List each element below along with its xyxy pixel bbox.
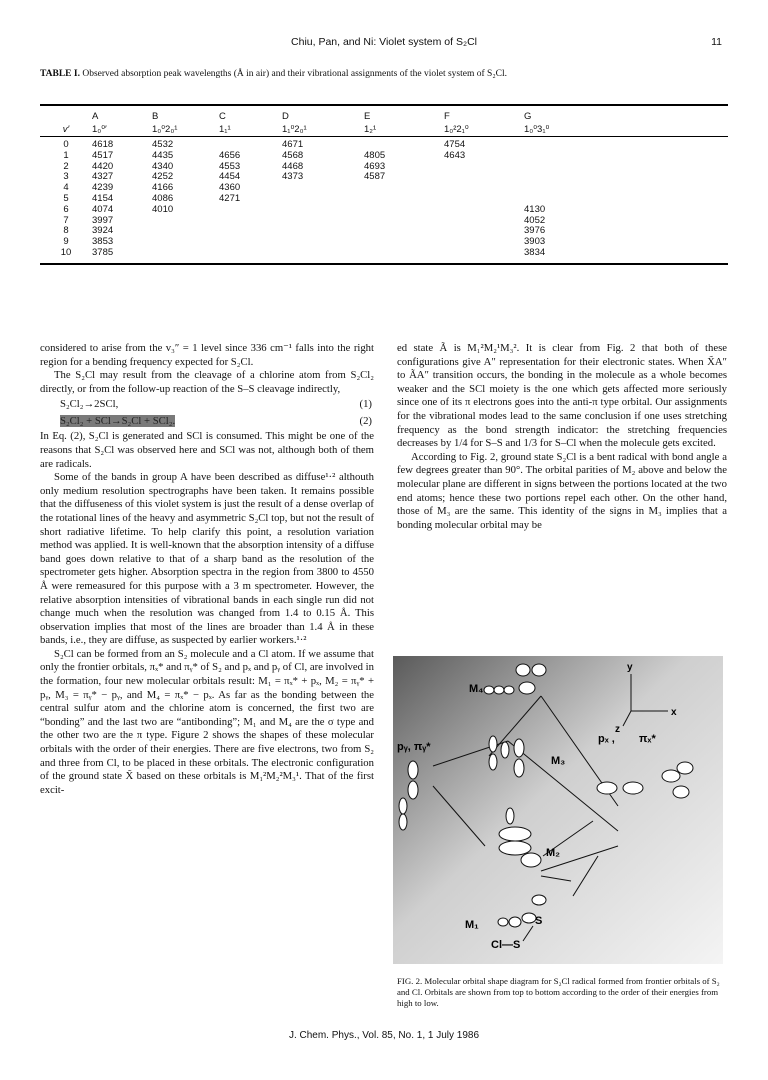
wavelength-cell: 4468 — [282, 160, 304, 172]
wavelength-cell: 4052 — [524, 214, 546, 226]
table-row — [40, 172, 728, 183]
table-header-row — [40, 110, 728, 123]
table-caption-text: Observed absorption peak wavelengths (Å in air) and their vibrational assignments of the violet system of S₂Cl. — [82, 69, 507, 79]
wavelength-cell: 4671 — [282, 139, 304, 150]
axis-label-z: z — [615, 724, 620, 735]
equation-number: (1) — [359, 398, 372, 411]
wavelength-cell: 3785 — [92, 246, 114, 258]
wavelength-cell: 4656 — [219, 149, 241, 161]
label-m3: M₃ — [551, 755, 566, 767]
wavelength-cell: 3834 — [524, 246, 546, 258]
col-subhead: 1₁¹ — [219, 124, 231, 135]
col-subhead: 1₀⁰3₁⁰ — [524, 124, 550, 135]
paragraph: The S₂Cl may result from the cleavage of a chlorine atom from S₂Cl₂ directly, or from the follow-up reaction of the S–S cleavage indirectly, — [40, 369, 374, 395]
wavelength-cell — [282, 205, 364, 216]
wavelength-cell — [219, 226, 282, 237]
wavelength-cell — [282, 194, 364, 205]
paragraph: considered to arise from the v₃″ = 1 level since 336 cm⁻¹ falls into the right region for a bending frequency expected for S₂Cl. — [40, 342, 374, 368]
orbital-lobe — [509, 917, 521, 927]
wavelength-cell: 4568 — [282, 149, 304, 161]
orbital-lobe — [506, 808, 514, 824]
wavelength-cell: 4010 — [152, 203, 174, 215]
wavelength-cell — [444, 248, 524, 259]
orbital-lobe — [399, 798, 407, 814]
wavelength-cell — [364, 226, 444, 237]
wavelength-cell: 4618 — [92, 139, 114, 150]
wavelength-cell: 4327 — [92, 171, 114, 183]
wavelength-cell — [364, 216, 444, 227]
orbital-lobe — [532, 895, 546, 905]
wavelength-cell — [444, 205, 524, 216]
wavelength-cell: 4074 — [92, 203, 114, 215]
wavelength-cell — [152, 216, 219, 227]
wavelength-cell: 4643 — [444, 149, 466, 161]
wavelength-cell — [444, 226, 524, 237]
page-number: 11 — [711, 36, 722, 48]
label-py: pᵧ, πᵧ* — [397, 741, 431, 753]
table-row — [40, 237, 728, 248]
wavelength-cell — [444, 162, 524, 173]
col-subhead: 1₁⁰2₀¹ — [282, 124, 307, 135]
orbital-lobe — [498, 918, 508, 926]
orbital-lobe — [499, 827, 531, 841]
wavelength-cell: 4587 — [364, 171, 386, 183]
vprime-cell: 7 — [63, 214, 69, 226]
vprime-cell: 3 — [63, 171, 69, 183]
wavelength-cell: 4154 — [92, 192, 114, 204]
vprime-cell: 5 — [63, 192, 69, 204]
wavelength-cell — [219, 248, 282, 259]
wavelength-cell — [444, 183, 524, 194]
orbital-lobe — [522, 913, 536, 923]
wavelength-cell: 3997 — [92, 214, 114, 226]
vprime-cell: 1 — [63, 149, 69, 161]
orbital-lobe — [516, 664, 530, 676]
orbital-lobe — [499, 841, 531, 855]
col-head: A — [92, 111, 99, 122]
wavelength-cell: 3924 — [92, 225, 114, 237]
wavelength-cell — [282, 226, 364, 237]
wavelength-cell — [282, 183, 364, 194]
orbital-lobe — [399, 814, 407, 830]
wavelength-cell: 3976 — [524, 225, 546, 237]
paragraph: According to Fig. 2, ground state S₂Cl is a bent radical with bond angle a few degrees greater than 90°. The orbital parities of M₂ above and below the molecular plane are different in signs between the portions located at the two end atoms; hence these two portions repel each other. On the other hand, those of M₃ are the same. This identity of the signs in M₃ implies that a bonding molecular orbital may be — [397, 450, 727, 531]
wavelength-cell — [444, 237, 524, 248]
wavelength-cell: 4454 — [219, 171, 241, 183]
table-row — [40, 183, 728, 194]
orbital-lobe — [673, 786, 689, 798]
vprime-cell: 10 — [60, 246, 72, 258]
col-head: B — [152, 111, 159, 122]
wavelength-cell — [444, 216, 524, 227]
vprime-cell: 9 — [63, 236, 69, 248]
wavelength-cell: 4360 — [219, 182, 241, 194]
vprime-head: v′ — [62, 124, 70, 135]
label-m1: M₁ — [465, 919, 479, 931]
wavelength-cell — [444, 194, 524, 205]
wavelength-cell: 4693 — [364, 160, 386, 172]
figure-2 — [393, 656, 723, 964]
wavelength-cell: 4435 — [152, 149, 174, 161]
running-title: Chiu, Pan, and Ni: Violet system of S₂Cl — [291, 36, 477, 48]
wavelength-cell: 4130 — [524, 203, 546, 215]
col-head: E — [364, 111, 371, 122]
col-subhead: 1₂¹ — [364, 124, 377, 135]
wavelength-cell: 4754 — [444, 139, 466, 150]
figure-background — [393, 656, 723, 964]
vprime-cell: 8 — [63, 225, 69, 237]
col-subhead: 1₀⁰2₀¹ — [152, 124, 178, 135]
wavelength-cell — [524, 162, 728, 173]
vprime-cell: 6 — [63, 203, 69, 215]
wavelength-cell — [282, 237, 364, 248]
axis-label-y: y — [627, 662, 633, 673]
axis-label-x: x — [671, 707, 677, 718]
wavelength-cell: 4166 — [152, 182, 174, 194]
equation-text: S₂Cl₂→2SCl, — [60, 398, 119, 411]
equation-2 — [40, 413, 374, 430]
wavelength-cell: 4252 — [152, 171, 174, 183]
wavelength-cell — [282, 248, 364, 259]
label-m2: M₂ — [546, 847, 561, 859]
table-row — [40, 151, 728, 162]
wavelength-cell: 4553 — [219, 160, 241, 172]
paragraph: S₂Cl can be formed from an S₂ molecule and a Cl atom. If we assume that only the frontier orbitals, πₓ* and πᵧ* of S₂ and pₓ and pᵧ of Cl, are involved in the formation, four new molecular orbitals result: M₁ = πₓ* + pₓ, M₂ = πᵧ* + pᵧ, M₃ = πᵧ* − pᵧ, and M₄ = πₓ* − pₓ. As far as the bonding between the central sulfur atom and the chlorine atom is concerned, the first two are “bonding” and the last two are “antibonding”; M₁ and M₄ are the σ type and the other two are the π type. Figure 2 shows the shapes of these molecular orbitals with the order of their energies. There are five electrons, two from S₂ and three from Cl, to be placed in these orbitals. The electronic configuration of the ground state X̃ based on these orbitals is M₁²M₂²M₃¹. That of the first excit- — [40, 647, 374, 796]
wavelength-cell — [152, 248, 219, 259]
orbital-lobe — [408, 781, 418, 799]
label-px: pₓ , — [598, 733, 615, 745]
orbital-lobe — [484, 686, 494, 694]
wavelength-cell: 4532 — [152, 139, 174, 150]
equation-number: (2) — [359, 415, 372, 428]
wavelength-cell — [364, 205, 444, 216]
vprime-cell: 4 — [63, 182, 69, 194]
wavelength-cell — [444, 172, 524, 183]
wavelength-cell — [152, 226, 219, 237]
paragraph: ed state Ã is M₁²M₂¹M₃². It is clear from Fig. 2 that both of these configurations give A″ representation for their electronic states. When X̃A″ to ÃA″ transition occurs, the bonding in the molecule as a whole becomes weaker and the SCl moiety is the one which gets affected more seriously since one of its π electrons goes into the anti-π type orbital. Our assignments for the vibrational modes lead to the same conclusion if one uses stretching frequency as the bond strength indicator: the stretching frequencies decreases by 1/4 for S–S and 1/3 for S–Cl when the molecule gets excited. — [397, 342, 727, 450]
wavelength-cell: 4373 — [282, 171, 304, 183]
orbital-lobe — [494, 686, 504, 694]
wavelength-cell — [364, 237, 444, 248]
wavelength-cell — [219, 205, 282, 216]
wavelength-cell — [524, 194, 728, 205]
orbital-lobe — [519, 682, 535, 694]
figure-caption: FIG. 2. Molecular orbital shape diagram for S₂Cl radical formed from frontier orbitals of S₂ and Cl. Orbitals are shown from top to bottom according to the order of their energies from high to low. — [397, 976, 720, 1008]
table-row — [40, 248, 728, 259]
wavelength-cell: 4340 — [152, 160, 174, 172]
wavelength-cell — [219, 216, 282, 227]
wavelength-cell: 4420 — [92, 160, 114, 172]
paragraph: Some of the bands in group A have been described as diffuse¹·² althouth only medium resolution spectrographs have been taken. It remains possible that the diffuseness of this violet system is just the result of a dense overlap of the rotational lines of the heavy and asymmetric S₂Cl top, but not the result of short radiative lifetime. To help clarify this point, a resolution variation method was applied. It is well-known that the absorption intensity of a diffuse band goes down relative to that of a sharp band as the resolution of the spectrometer gets higher. Absorption spectra in the region from 3800 to 4550 Å were remeasured for this purpose with a 3 m spectrometer. However, the relative absorption intensities of vibrational bands in each single run did not change much when the resolution was changed from 1.4 to 0.15 Å. This observation implies that most of the lines are broader than 1.4 Å in these bands, i.e., they are diffuse, as suspected by earlier workers.¹·² — [40, 471, 374, 647]
table-row — [40, 226, 728, 237]
wavelength-cell — [524, 172, 728, 183]
orbital-lobe — [662, 770, 680, 782]
journal-footer: J. Chem. Phys., Vol. 85, No. 1, 1 July 1986 — [288, 1030, 480, 1041]
absorption-table — [40, 104, 728, 265]
paragraph: In Eq. (2), S₂Cl is generated and SCl is consumed. This might be one of the reasons that S₂Cl was observed here and SCl was not, although both of them are radicals. — [40, 430, 374, 470]
wavelength-cell — [152, 237, 219, 248]
orbital-lobe — [514, 739, 524, 757]
wavelength-cell — [282, 216, 364, 227]
vprime-cell: 0 — [63, 139, 69, 150]
wavelength-cell — [524, 183, 728, 194]
orbital-lobe — [521, 853, 541, 867]
table-caption — [40, 68, 728, 80]
wavelength-cell: 4271 — [219, 192, 241, 204]
table-row — [40, 194, 728, 205]
orbital-lobe — [514, 759, 524, 777]
orbital-lobe — [489, 754, 497, 770]
atom-label-s: S — [535, 915, 543, 927]
col-subhead: 1₀⁰′ — [92, 124, 107, 135]
mo-diagram — [393, 656, 723, 964]
left-column — [40, 342, 374, 797]
wavelength-cell: 4239 — [92, 182, 114, 194]
molecule-label: Cl—S — [491, 939, 521, 951]
running-header — [0, 36, 768, 50]
wavelength-cell: 4805 — [364, 149, 386, 161]
label-pix: πₓ* — [639, 733, 656, 745]
table-subheader-row — [40, 123, 728, 137]
right-column — [397, 342, 727, 532]
wavelength-cell — [364, 183, 444, 194]
wavelength-cell — [364, 248, 444, 259]
label-m4: M₄ — [469, 683, 484, 695]
orbital-lobe — [532, 664, 546, 676]
wavelength-cell: 3903 — [524, 236, 546, 248]
orbital-lobe — [623, 782, 643, 794]
wavelength-cell: 4086 — [152, 192, 174, 204]
wavelength-cell — [219, 237, 282, 248]
wavelength-cell — [524, 151, 728, 162]
col-head: F — [444, 111, 450, 122]
col-head: C — [219, 111, 226, 122]
equation-text-struck: S₂Cl₂ + SCl→S₂Cl + SCl₂. — [60, 415, 176, 428]
orbital-lobe — [501, 742, 509, 758]
col-head: G — [524, 111, 532, 122]
table-row — [40, 205, 728, 216]
orbital-lobe — [504, 686, 514, 694]
table-caption-label: TABLE I. — [40, 69, 80, 79]
orbital-lobe — [677, 762, 693, 774]
orbital-lobe — [408, 761, 418, 779]
wavelength-cell: 4517 — [92, 149, 114, 161]
vprime-cell: 2 — [63, 160, 69, 172]
table-row — [40, 216, 728, 227]
wavelength-cell — [364, 194, 444, 205]
orbital-lobe — [489, 736, 497, 752]
wavelength-cell — [524, 140, 728, 151]
orbital-lobe — [597, 782, 617, 794]
equation-1 — [40, 396, 374, 413]
col-head: D — [282, 111, 289, 122]
col-subhead: 1₀²2₁⁰ — [444, 124, 469, 135]
wavelength-cell: 3853 — [92, 236, 114, 248]
